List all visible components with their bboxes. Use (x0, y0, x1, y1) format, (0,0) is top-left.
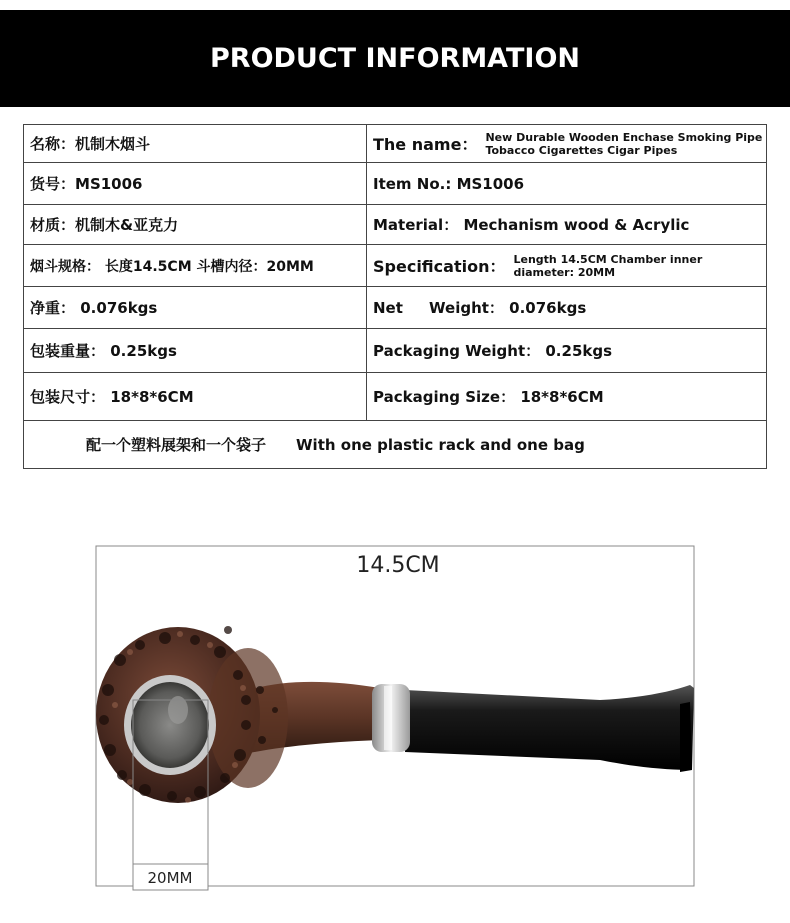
spec-cell-item-zh: 货号：MS1006 (24, 163, 367, 205)
spec-table (23, 124, 767, 469)
chamber-dimension-label: 20MM (147, 869, 193, 887)
spec-cell-pack-size-en: Packaging Size： 18*8*6CM (367, 373, 767, 421)
spec-cell-net-weight-en: Net Weight： 0.076kgs (367, 287, 767, 329)
header-banner (0, 10, 790, 107)
spec-cell-spec-en: Specification： Length 14.5CM Chamber inner diameter: 20MM (367, 245, 767, 287)
pipe-image (0, 520, 790, 920)
length-dimension-label: 14.5CM (356, 553, 440, 578)
table-row (24, 125, 767, 163)
spec-cell-pack-size-zh: 包装尺寸： 18*8*6CM (24, 373, 367, 421)
table-row (24, 245, 767, 287)
page-title: PRODUCT INFORMATION (209, 43, 580, 74)
accessory-cell (24, 421, 767, 469)
accessory-en: With one plastic rack and one bag (296, 436, 585, 454)
chamber-opening (131, 682, 209, 768)
pipe-stem (405, 685, 694, 770)
spec-cell-pack-weight-zh: 包装重量： 0.25kgs (24, 329, 367, 373)
spec-cell-name-zh: 名称：机制木烟斗 (24, 125, 367, 163)
spec-cell-material-zh: 材质：机制木&亚克力 (24, 205, 367, 245)
table-row (24, 421, 767, 469)
spec-cell-net-weight-zh: 净重： 0.076kgs (24, 287, 367, 329)
table-row (24, 329, 767, 373)
spec-cell-material-en: Material： Mechanism wood & Acrylic (367, 205, 767, 245)
spec-cell-item-en: Item No.: MS1006 (367, 163, 767, 205)
spec-cell-name-en: The name： New Durable Wooden Enchase Smoking Pipe Tobacco Cigarettes Cigar Pipes (367, 125, 767, 163)
accessory-zh: 配一个塑料展架和一个袋子 (86, 436, 267, 454)
table-row (24, 205, 767, 245)
table-row (24, 287, 767, 329)
spec-cell-pack-weight-en: Packaging Weight： 0.25kgs (367, 329, 767, 373)
table-row (24, 373, 767, 421)
table-row (24, 163, 767, 205)
spec-cell-spec-zh: 烟斗规格： 长度14.5CM 斗槽内径：20MM (24, 245, 367, 287)
